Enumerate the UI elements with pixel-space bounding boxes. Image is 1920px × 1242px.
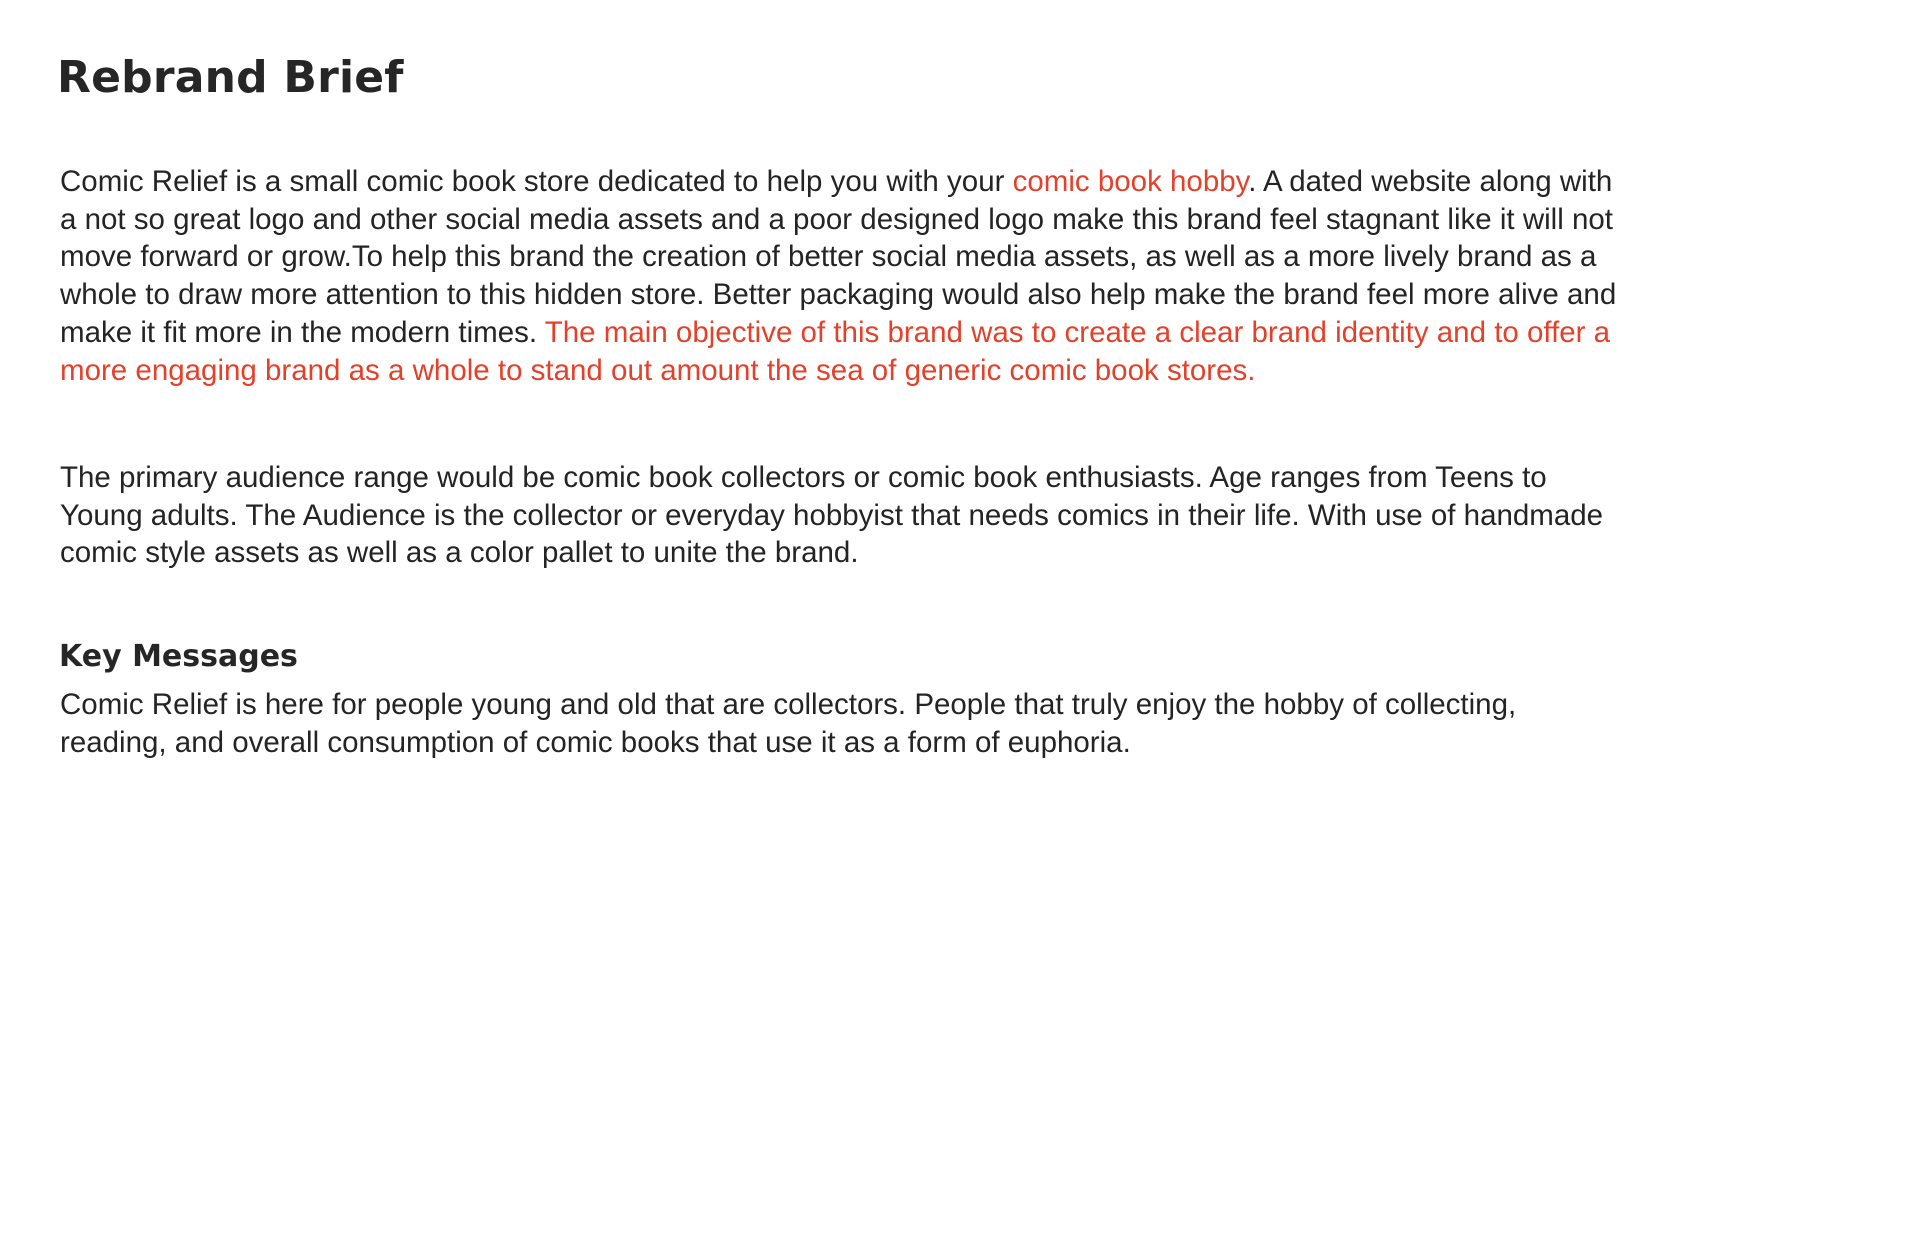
audience-paragraph: The primary audience range would be comic book collectors or comic book enthusiasts. Age ranges from Teens to Young adults. The Audience is the collector or everyday hobbyist that needs comics in their life. With use of handmade comic style assets as well as a color pallet to unite the brand.: [60, 461, 1604, 570]
brief-body-text: . A dated website along with a not so great logo and other social media assets and a poor designed logo make this brand feel stagnant like it will not move forward or grow.To help this brand the creation of better social media assets, as well as a more lively brand as a whole to draw more attention to this hidden store. Better packaging would also help make the brand feel more alive and make it fit more in the modern times.: [60, 165, 1617, 349]
brief-paragraph: [60, 163, 1620, 389]
key-messages-heading: Key Messages: [59, 639, 298, 674]
hobby-highlight: comic book hobby: [1012, 165, 1249, 198]
key-messages-paragraph: Comic Relief is here for people young and old that are collectors. People that truly enjoy the hobby of collecting, reading, and overall consumption of comic books that use it as a form of euphoria.: [60, 688, 1517, 759]
page-title: Rebrand Brief: [57, 52, 404, 103]
brief-intro-text: Comic Relief is a small comic book store dedicated to help you with your: [60, 165, 1013, 198]
objective-highlight: The main objective of this brand was to create a clear brand identity and to offer a more engaging brand as a whole to stand out amount the sea of generic comic book stores.: [60, 315, 1611, 387]
